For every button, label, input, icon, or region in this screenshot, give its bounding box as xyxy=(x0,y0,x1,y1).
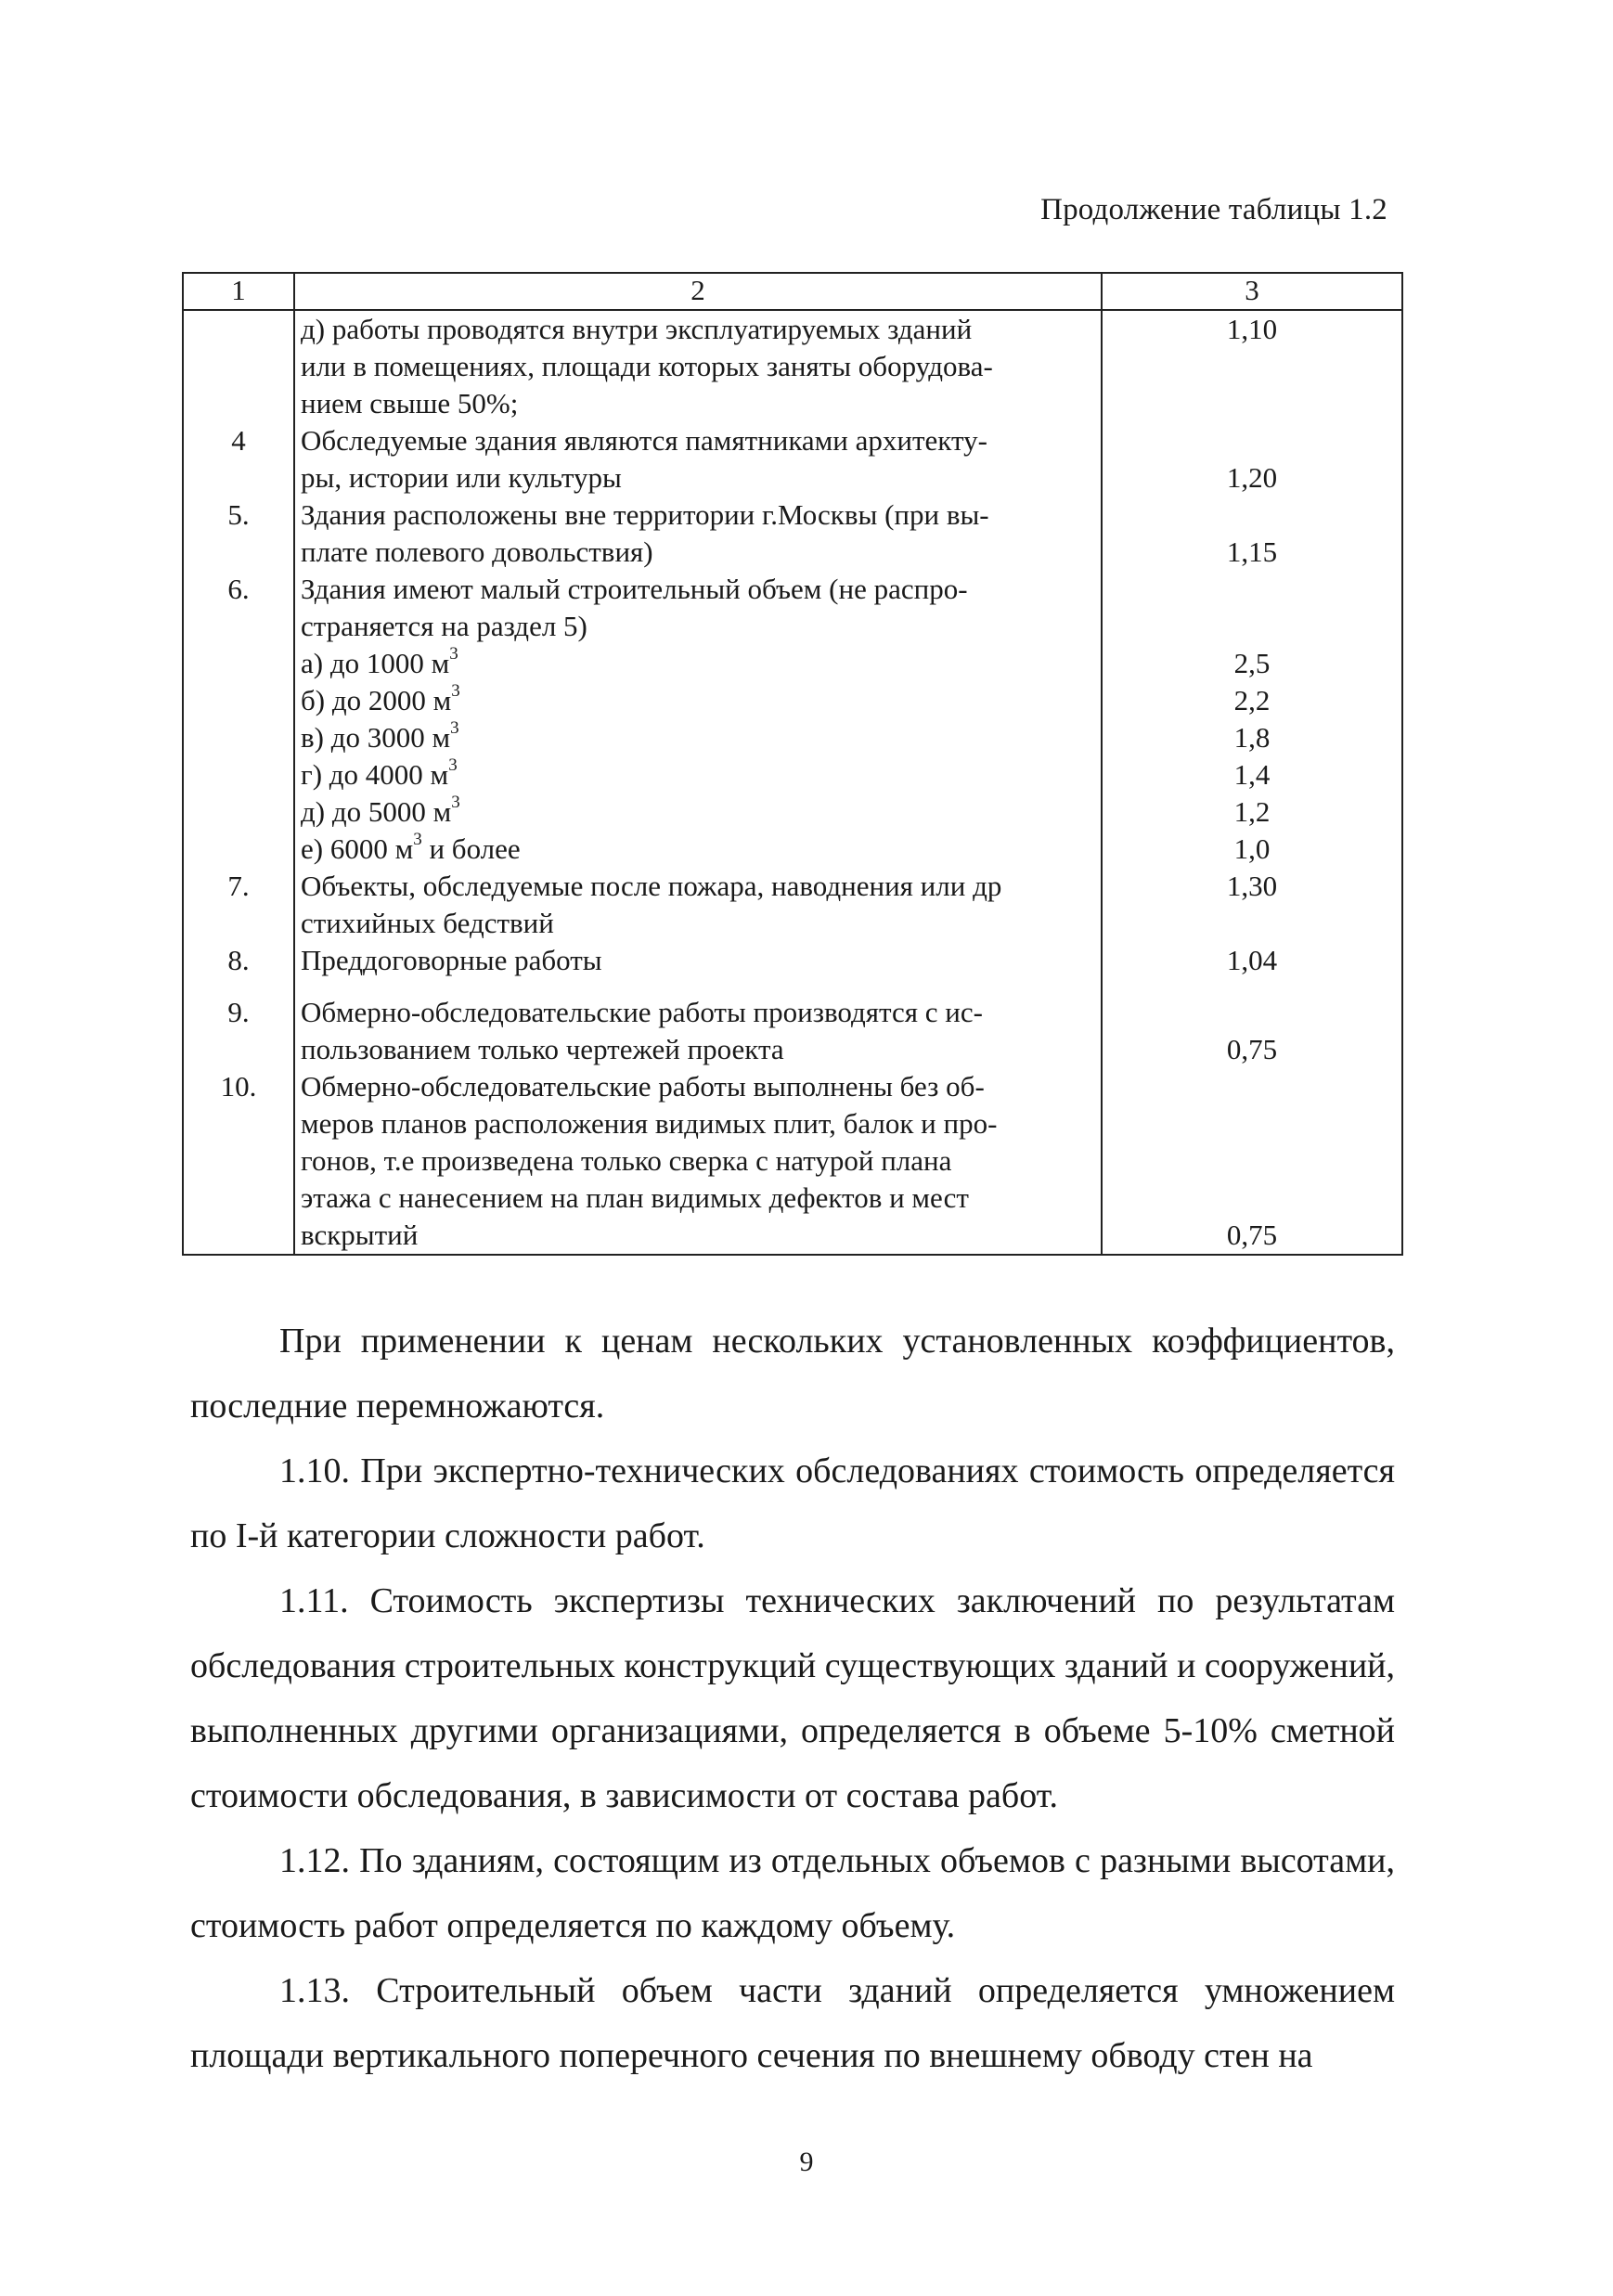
subitem-line xyxy=(301,645,1095,682)
description-line: или в помещениях, площади которых заняты оборудова- xyxy=(301,350,993,382)
coefficient-value: 2,2 xyxy=(1233,684,1271,716)
coefficient-spacer xyxy=(1108,1142,1396,1180)
coefficients-table xyxy=(182,272,1403,1256)
row-number: 8. xyxy=(183,942,294,994)
paragraph-1-10: 1.10. При экспертно-технических обследованиях стоимость определяется по I-й категории сложности работ. xyxy=(190,1451,1395,1555)
row-number xyxy=(183,310,294,422)
table-row xyxy=(183,868,1402,942)
row-description xyxy=(294,994,1102,1068)
row-description xyxy=(294,1068,1102,1255)
coefficient-value: 1,4 xyxy=(1233,758,1271,791)
row-number xyxy=(183,645,294,868)
coefficient-spacer xyxy=(1108,994,1396,1031)
row-coefficient xyxy=(1102,571,1402,645)
coefficient-spacer xyxy=(1108,1068,1396,1105)
subitem-label: д) до 5000 м xyxy=(301,795,452,828)
coefficient-value: 1,04 xyxy=(1226,944,1278,976)
subitem-label: а) до 1000 м xyxy=(301,647,450,679)
row-number: 9. xyxy=(183,994,294,1068)
coefficient-value: 1,8 xyxy=(1233,721,1271,754)
row-number: 6. xyxy=(183,571,294,645)
description-line: пользованием только чертежей проекта xyxy=(301,1033,784,1065)
description-line: нием свыше 50%; xyxy=(301,387,519,419)
row-number: 4 xyxy=(183,422,294,497)
header-cell-2: 2 xyxy=(294,273,1102,310)
table-row xyxy=(183,497,1402,571)
coefficient-value: 1,0 xyxy=(1233,832,1271,865)
coefficient-spacer xyxy=(1108,1180,1396,1217)
superscript: 3 xyxy=(451,792,460,812)
row-coefficient xyxy=(1102,497,1402,571)
table-continuation-caption: Продолжение таблицы 1.2 xyxy=(1040,193,1387,226)
row-description xyxy=(294,868,1102,942)
coefficient-value: 0,75 xyxy=(1226,1033,1278,1065)
row-number: 5. xyxy=(183,497,294,571)
paragraph-1-12: 1.12. По зданиям, состоящим из отдельных объемов с разными высотами, стоимость работ определяется по каждому объему. xyxy=(190,1841,1395,1945)
description-line: меров планов расположения видимых плит, балок и про- xyxy=(301,1107,998,1140)
page-number: 9 xyxy=(799,2147,814,2177)
description-line: Обследуемые здания являются памятниками архитекту- xyxy=(301,424,987,457)
coefficient-value: 1,2 xyxy=(1233,795,1271,828)
row-description xyxy=(294,942,1102,994)
subitem-label: б) до 2000 м xyxy=(301,684,452,716)
superscript: 3 xyxy=(450,717,459,738)
coefficient-value: 1,20 xyxy=(1226,461,1278,494)
paragraph: При применении к ценам нескольких установленных коэффициентов, последние перемножаются. xyxy=(190,1322,1395,1425)
row-description xyxy=(294,497,1102,571)
description-line: плате полевого довольствия) xyxy=(301,535,653,568)
table-row xyxy=(183,645,1402,868)
subitem-line xyxy=(301,831,1095,868)
paragraph-1-11: 1.11. Стоимость экспертизы технических заключений по результатам обследования строительных конструкций существующих зданий и сооружений, выполненных другими организациями, определяется в объеме 5-10% сметной стоимости обследования, в зависимости от состава работ. xyxy=(190,1581,1395,1815)
table-row xyxy=(183,571,1402,645)
coefficient-spacer xyxy=(1108,422,1396,459)
subitem-label: е) 6000 м xyxy=(301,832,414,865)
row-coefficient xyxy=(1102,942,1402,994)
description-line: Обмерно-обследовательские работы выполнены без об- xyxy=(301,1070,985,1103)
subitem-line xyxy=(301,793,1095,831)
description-line: Объекты, обследуемые после пожара, наводнения или др xyxy=(301,870,1002,902)
coefficient-value: 2,5 xyxy=(1233,647,1271,679)
superscript: 3 xyxy=(449,643,458,664)
row-coefficient xyxy=(1102,868,1402,942)
description-line: этажа с нанесением на план видимых дефектов и мест xyxy=(301,1181,969,1214)
description-line: гонов, т.е произведена только сверка с натурой плана xyxy=(301,1144,952,1177)
row-coefficient xyxy=(1102,422,1402,497)
description-line: Преддоговорные работы xyxy=(301,944,602,976)
table-row xyxy=(183,310,1402,422)
description-line: Здания имеют малый строительный объем (не распро- xyxy=(301,573,968,605)
row-number: 10. xyxy=(183,1068,294,1255)
description-line: д) работы проводятся внутри эксплуатируемых зданий xyxy=(301,313,973,345)
coefficient-value: 0,75 xyxy=(1226,1219,1278,1251)
row-coefficient xyxy=(1102,1068,1402,1255)
table-row xyxy=(183,942,1402,994)
subitem-line xyxy=(301,719,1095,756)
coefficient-value: 1,30 xyxy=(1226,870,1278,902)
paragraph-1-13: 1.13. Строительный объем части зданий определяется умножением площади вертикального поперечного сечения по внешнему обводу стен на xyxy=(190,1971,1395,2075)
description-line: Обмерно-обследовательские работы производятся с ис- xyxy=(301,996,983,1028)
table-row xyxy=(183,994,1402,1068)
coefficient-value: 1,10 xyxy=(1226,313,1278,345)
superscript: 3 xyxy=(448,755,458,775)
volume-subitems xyxy=(294,645,1102,868)
description-line: стихийных бедствий xyxy=(301,907,554,939)
row-description xyxy=(294,310,1102,422)
coefficient-spacer xyxy=(1108,497,1396,534)
header-cell-1: 1 xyxy=(183,273,294,310)
row-spacer xyxy=(301,979,1095,994)
body-text xyxy=(190,1309,1395,2088)
row-description xyxy=(294,422,1102,497)
subitem-suffix: и более xyxy=(421,832,521,865)
subitem-label: г) до 4000 м xyxy=(301,758,449,791)
row-coefficient xyxy=(1102,994,1402,1068)
subitem-line xyxy=(301,682,1095,719)
superscript: 3 xyxy=(451,680,460,701)
subitem-label: в) до 3000 м xyxy=(301,721,451,754)
description-line: Здания расположены вне территории г.Москвы (при вы- xyxy=(301,498,989,531)
subitem-line xyxy=(301,756,1095,793)
subitem-coefficients xyxy=(1102,645,1402,868)
table-row xyxy=(183,1068,1402,1255)
row-coefficient xyxy=(1102,310,1402,422)
description-line: ры, истории или культуры xyxy=(301,461,622,494)
description-line: страняется на раздел 5) xyxy=(301,610,587,642)
table-header-row xyxy=(183,273,1402,310)
description-line: вскрытий xyxy=(301,1219,419,1251)
header-cell-3: 3 xyxy=(1102,273,1402,310)
coefficient-spacer xyxy=(1108,1105,1396,1142)
row-description xyxy=(294,571,1102,645)
row-number: 7. xyxy=(183,868,294,942)
coefficient-value: 1,15 xyxy=(1226,535,1278,568)
superscript: 3 xyxy=(413,829,422,849)
table-row xyxy=(183,422,1402,497)
